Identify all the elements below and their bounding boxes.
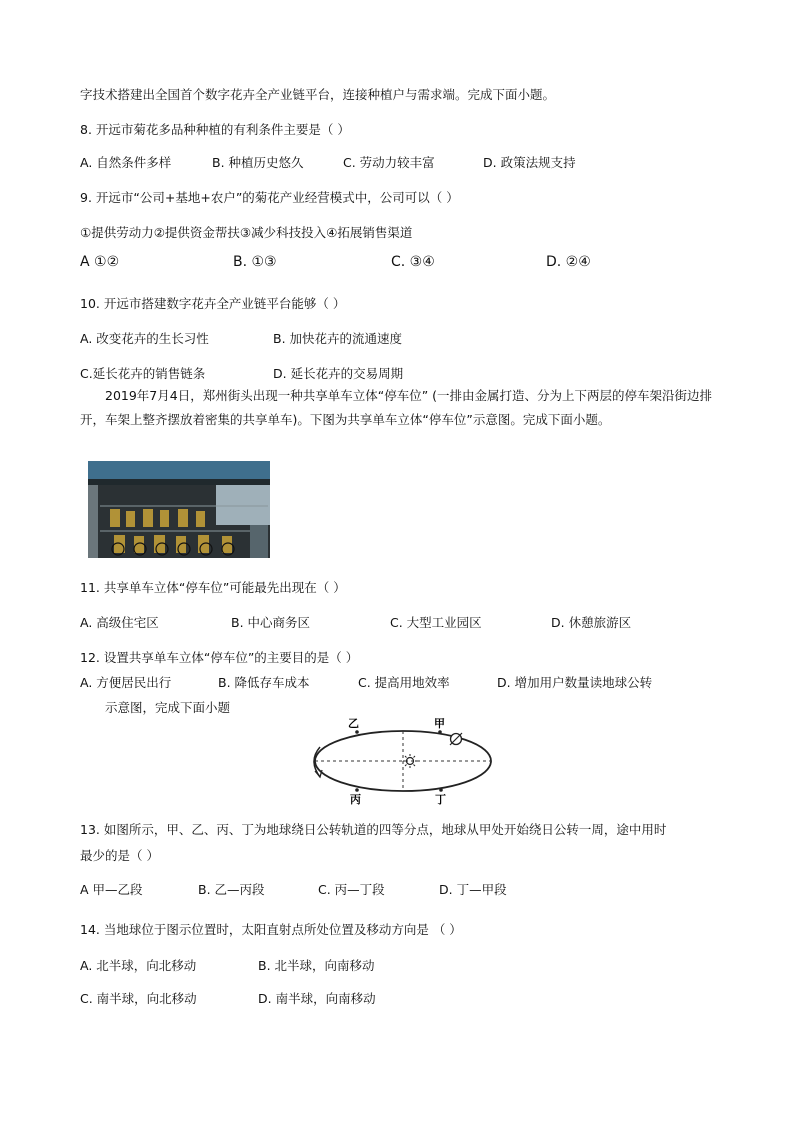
question-13-stem-line2: 最少的是（ ） [80, 848, 159, 863]
material-bike-parking: 2019年7月4日，郑州街头出现一种共享单车立体“停车位” (一排由金属打造、分为上下两层的停车架沿街边排开，车架上整齐摆放着密集的共享单车)。下图为共享单车立体“停车位”示意图。完成下面小题。 [80, 388, 713, 427]
question-8-stem: 8. 开远市菊花多品种种植的有利条件主要是（ ） [80, 122, 350, 137]
q14-option-d: D. 南半球，向南移动 [258, 991, 376, 1006]
q9-option-d: D. ②④ [546, 254, 591, 270]
intro-text: 字技术搭建出全国首个数字花卉全产业链平台，连接种植户与需求端。完成下面小题。 [80, 87, 556, 102]
q9-option-c: C. ③④ [391, 254, 435, 270]
q11-option-b: B. 中心商务区 [231, 615, 311, 630]
q10-option-b: B. 加快花卉的流通速度 [273, 331, 403, 346]
q11-option-a: A. 高级住宅区 [80, 615, 159, 630]
earth-icon [450, 733, 462, 745]
q12-option-d: D. 增加用户数量读地球公转 [497, 675, 653, 690]
label-bing: 丙 [350, 793, 361, 805]
q9-option-a: A ①② [80, 254, 120, 270]
q10-option-a: A. 改变花卉的生长习性 [80, 331, 209, 346]
question-10-stem: 10. 开远市搭建数字花卉全产业链平台能够（ ） [80, 296, 346, 311]
label-yi: 乙 [348, 717, 359, 730]
question-9-items: ①提供劳动力②提供资金帮扶③减少科技投入④拓展销售渠道 [80, 225, 413, 240]
question-13-stem-line1: 13. 如图所示，甲、乙、丙、丁为地球绕日公转轨道的四等分点，地球从甲处开始绕日公转一周，途中用时 [80, 822, 667, 837]
q14-option-a: A. 北半球，向北移动 [80, 958, 197, 973]
q8-option-a: A. 自然条件多样 [80, 155, 172, 170]
q13-option-b: B. 乙—丙段 [198, 882, 265, 897]
q13-option-c: C. 丙—丁段 [318, 882, 385, 897]
q10-option-d: D. 延长花卉的交易周期 [273, 366, 404, 381]
q13-option-d: D. 丁—甲段 [439, 882, 507, 897]
q11-option-d: D. 休憩旅游区 [551, 615, 632, 630]
q8-option-d: D. 政策法规支持 [483, 155, 576, 170]
q10-option-c: C.延长花卉的销售链条 [80, 366, 206, 381]
q12-option-c: C. 提高用地效率 [358, 675, 450, 690]
q11-option-c: C. 大型工业园区 [390, 615, 482, 630]
q9-option-b: B. ①③ [233, 254, 277, 270]
bike-parking-photo [88, 461, 270, 558]
label-ding: 丁 [435, 793, 446, 805]
q12-option-b: B. 降低存车成本 [218, 675, 310, 690]
material-orbit: 示意图，完成下面小题 [105, 700, 231, 715]
question-11-stem: 11. 共享单车立体“停车位”可能最先出现在（ ） [80, 580, 346, 595]
question-12-stem: 12. 设置共享单车立体“停车位”的主要目的是（ ） [80, 650, 359, 665]
label-jia: 甲 [434, 717, 445, 730]
q14-option-c: C. 南半球，向北移动 [80, 991, 197, 1006]
q8-option-b: B. 种植历史悠久 [212, 155, 304, 170]
question-9-stem: 9. 开远市“公司+基地+农户”的菊花产业经营模式中，公司可以（ ） [80, 190, 459, 205]
q14-option-b: B. 北半球，向南移动 [258, 958, 375, 973]
q12-option-a: A. 方便居民出行 [80, 675, 172, 690]
earth-orbit-diagram [300, 715, 500, 805]
q8-option-c: C. 劳动力较丰富 [343, 155, 435, 170]
question-14-stem: 14. 当地球位于图示位置时，太阳直射点所处位置及移动方向是 （ ） [80, 922, 462, 937]
q13-option-a: A 甲—乙段 [80, 882, 143, 897]
